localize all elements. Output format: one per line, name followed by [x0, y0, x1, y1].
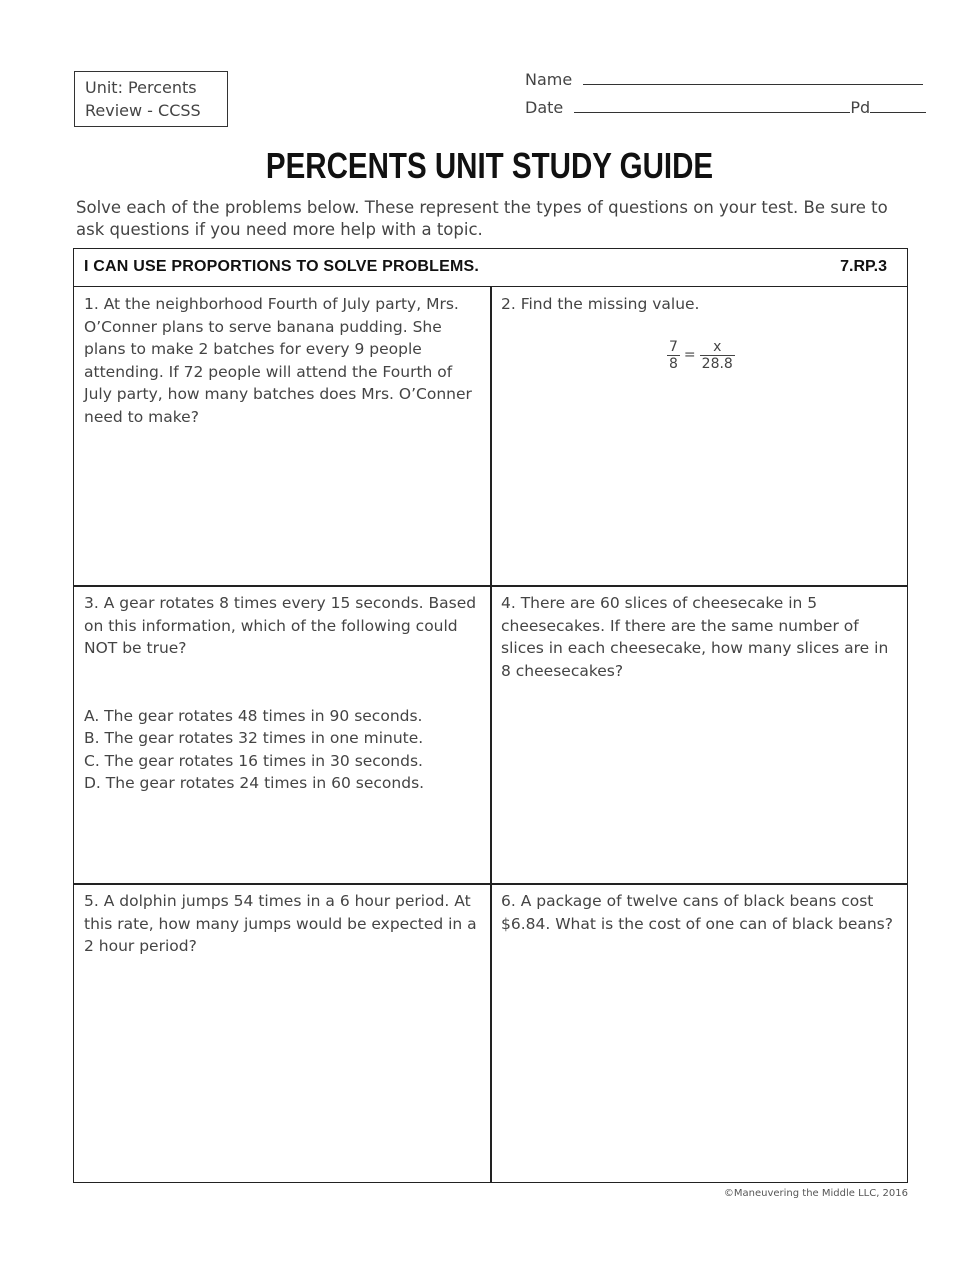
fraction-right-numerator: x	[700, 339, 735, 356]
problem-6[interactable]	[491, 884, 907, 1182]
problem-grid	[73, 248, 908, 1183]
problem-1[interactable]	[74, 287, 490, 585]
choice-b[interactable]: B. The gear rotates 32 times in one minute.	[84, 729, 424, 747]
equals-sign: =	[683, 347, 696, 364]
problem-6-text: 6. A package of twelve cans of black beans cost $6.84. What is the cost of one can of black beans?	[501, 892, 893, 933]
problem-4-text: 4. There are 60 slices of cheesecake in 5 cheesecakes. If there are the same number of slices in each cheesecake, how many slices are in 8 cheesecakes?	[501, 594, 889, 680]
choice-a[interactable]: A. The gear rotates 48 times in 90 seconds.	[84, 706, 423, 725]
problem-2-text: 2. Find the missing value.	[501, 295, 700, 313]
fraction-left-denominator: 8	[669, 356, 678, 372]
date-field[interactable]	[525, 98, 926, 117]
fraction-right	[700, 339, 735, 372]
problem-4[interactable]	[491, 586, 907, 883]
copyright-notice: ©Maneuvering the Middle LLC, 2016	[723, 1188, 908, 1199]
fraction-left-numerator: 7	[669, 339, 678, 355]
unit-label-box	[74, 71, 228, 127]
answer-choices	[84, 705, 480, 795]
unit-label: Unit: Percents	[85, 78, 197, 97]
problem-5-text: 5. A dolphin jumps 54 times in a 6 hour period. At this rate, how many jumps would be expected in a 2 hour period?	[84, 892, 477, 955]
period-label: Pd	[850, 98, 871, 117]
name-blank[interactable]	[583, 70, 923, 85]
problem-3-text: 3. A gear rotates 8 times every 15 seconds. Based on this information, which of the following could NOT be true?	[84, 594, 477, 657]
fraction-left	[667, 339, 680, 372]
choice-d[interactable]: D. The gear rotates 24 times in 60 seconds.	[84, 774, 425, 792]
fraction-right-denominator: 28.8	[701, 356, 733, 372]
name-label: Name	[525, 70, 573, 89]
problem-2[interactable]	[491, 287, 907, 585]
date-blank[interactable]	[574, 98, 850, 113]
page-title: PERCENTS UNIT STUDY GUIDE	[265, 145, 714, 186]
date-label: Date	[525, 98, 564, 117]
section-header	[74, 249, 907, 287]
problem-1-text: 1. At the neighborhood Fourth of July party, Mrs. O’Conner plans to serve banana pudding. She plans to make 2 batches for every 9 people attending. If 72 people will attend the Fourth of July party, how many batches does Mrs. O’Conner need to make?	[84, 295, 472, 426]
period-blank[interactable]	[870, 98, 926, 113]
review-label: Review - CCSS	[85, 101, 201, 120]
problem-3[interactable]	[74, 586, 490, 883]
problem-5[interactable]	[74, 884, 490, 1182]
section-standard: 7.RP.3	[840, 258, 887, 275]
name-field[interactable]	[525, 70, 923, 89]
proportion-equation	[667, 339, 735, 372]
choice-c[interactable]: C. The gear rotates 16 times in 30 seconds.	[84, 751, 423, 770]
instructions: Solve each of the problems below. These represent the types of questions on your test. Be sure to ask questions if you need more help with a topic.	[76, 198, 888, 239]
section-title: I CAN USE PROPORTIONS TO SOLVE PROBLEMS.	[84, 258, 480, 275]
